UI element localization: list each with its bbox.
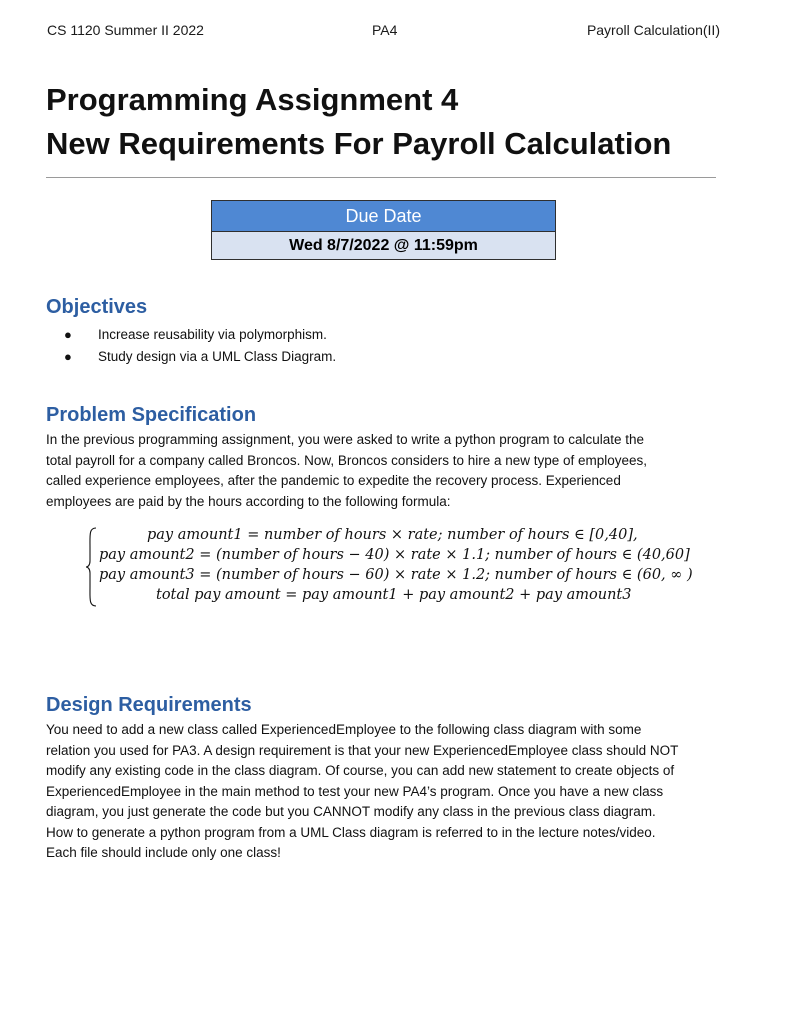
paragraph-line: relation you used for PA3. A design requirement is that your new ExperiencedEmployee class should NOT: [46, 742, 679, 758]
problem-paragraph: [46, 430, 736, 512]
objectives-list: [60, 324, 336, 368]
paragraph-line: called experience employees, after the pandemic to expedite the recovery process. Experienced: [46, 473, 621, 488]
paragraph-line: In the previous programming assignment, you were asked to write a python program to calculate the: [46, 432, 645, 447]
design-heading: Design Requirements: [46, 694, 252, 716]
paragraph-line: total payroll for a company called Broncos. Now, Broncos considers to hire a new type of employees,: [46, 452, 648, 468]
formula-line-1: pay amount1 = number of hours × rate; number of hours ∈ [0,40],: [147, 527, 638, 543]
problem-heading: Problem Specification: [46, 404, 257, 426]
bullet-icon: ●: [64, 349, 72, 364]
due-date-table: [211, 200, 556, 260]
list-item: [60, 324, 336, 346]
paragraph-line: You need to add a new class called ExperiencedEmployee to the following class diagram with some: [46, 722, 642, 737]
formula-line-4: total pay amount = pay amount1 + pay amount2 + pay amount3: [156, 587, 632, 603]
title-line-1: Programming Assignment 4: [46, 82, 459, 117]
paragraph-line: Each file should include only one class!: [46, 845, 281, 860]
header-course: CS 1120 Summer II 2022: [47, 22, 204, 38]
objectives-heading: Objectives: [46, 296, 148, 318]
header-assignment: PA4: [372, 22, 398, 38]
paragraph-line: ExperiencedEmployee in the main method to test your new PA4’s program. Once you have a new class: [46, 783, 664, 799]
list-item: [60, 346, 336, 368]
due-date-label: Due Date: [212, 201, 555, 232]
paragraph-line: modify any existing code in the class diagram. Of course, you can add new statement to create objects of: [46, 763, 675, 778]
due-date-value: Wed 8/7/2022 @ 11:59pm: [212, 232, 555, 259]
paragraph-line: employees are paid by the hours according to the following formula:: [46, 493, 451, 509]
objective-text: Increase reusability via polymorphism.: [98, 327, 327, 342]
paragraph-line: How to generate a python program from a UML Class diagram is referred to in the lecture notes/video.: [46, 824, 656, 840]
left-brace-icon: [85, 527, 97, 607]
design-paragraph: [46, 720, 736, 864]
title-line-2: New Requirements For Payroll Calculation: [46, 126, 672, 161]
objective-text: Study design via a UML Class Diagram.: [98, 349, 337, 364]
paragraph-line: diagram, you just generate the code but you CANNOT modify any class in the previous class diagram.: [46, 804, 656, 819]
header-topic: Payroll Calculation(II): [586, 22, 720, 38]
formula-line-2: pay amount2 = (number of hours − 40) × rate × 1.1; number of hours ∈ (40,60]: [99, 547, 690, 563]
page-title: [46, 78, 736, 166]
formula-line-3: pay amount3 = (number of hours − 60) × rate × 1.2; number of hours ∈ (60, ∞ ): [99, 567, 693, 583]
bullet-icon: ●: [64, 327, 72, 342]
title-divider: [46, 177, 716, 178]
